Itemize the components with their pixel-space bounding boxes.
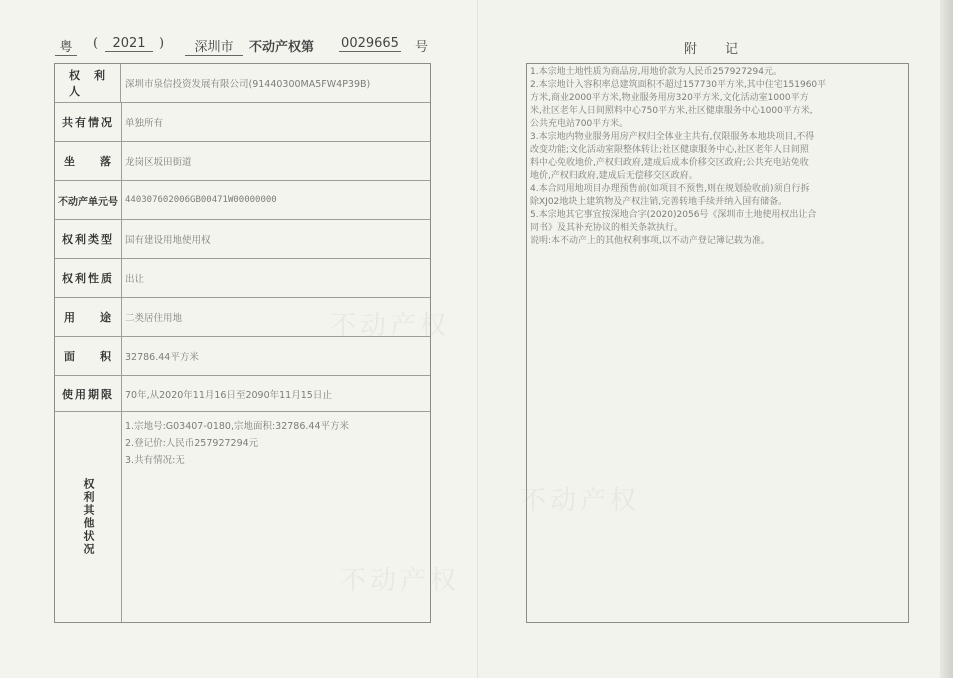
table-row	[55, 220, 430, 259]
page-spine	[477, 0, 479, 678]
row-value: 32786.44平方米	[125, 352, 199, 363]
row-value: 国有建设用地使用权	[125, 235, 211, 246]
table-row	[55, 259, 430, 298]
appendix-line: 方米,商业2000平方米,物业服务用房320平方米,文化活动室1000平方	[530, 93, 809, 103]
appendix-line: 除XJ02地块上建筑物及产权注销,完善转地手续并纳入国有储备。	[530, 197, 788, 207]
appendix-line: 说明:本不动产上的其他权利事项,以不动产登记簿记载为准。	[530, 236, 770, 246]
table-row	[55, 337, 430, 376]
province-code: 粤	[55, 36, 77, 56]
table-row	[55, 298, 430, 337]
row-value: 龙岗区坂田街道	[125, 157, 192, 168]
row-value: 单独所有	[125, 118, 164, 129]
table-row	[55, 376, 430, 412]
row-label: 权利人	[55, 64, 121, 102]
other-line: 1.宗地号:G03407-0180,宗地面积:32786.44平方米	[125, 421, 350, 432]
table-row	[55, 181, 430, 220]
watermark: 不动产权	[330, 311, 451, 341]
watermark: 不动产权	[340, 566, 461, 596]
row-label: 使用期限	[55, 376, 122, 411]
cert-number: 0029665	[339, 36, 401, 52]
row-value: 440307602006GB00471W00000000	[125, 195, 277, 205]
appendix-line: 4.本合同用地项目办理预售前(如项目不预售,则在规划验收前)须自行拆	[530, 184, 810, 194]
appendix-line: 改变功能;文化活动室限整体转让;社区健康服务中心,社区老年人日间照	[530, 145, 809, 155]
row-value: 二类居住用地	[125, 313, 183, 324]
appendix-line: 公共充电站700平方米。	[530, 119, 629, 129]
certificate-number-header	[55, 36, 435, 56]
appendix-line: 2.本宗地计入容积率总建筑面积不超过157730平方米,其中住宅151960平	[530, 80, 827, 90]
table-row-other	[55, 412, 430, 622]
other-line: 2.登记价:人民币257927294元	[125, 438, 259, 449]
paren-close: )	[159, 36, 165, 51]
appendix-text	[530, 66, 902, 248]
appendix-line: 5.本宗地其它事宜按深地合字(2020)2056号《深圳市土地使用权出让合	[530, 210, 817, 220]
other-line: 3.共有情况:无	[125, 455, 185, 466]
appendix-line: 1.本宗地土地性质为商品房,用地价款为人民币257927294元。	[530, 67, 782, 77]
table-row	[55, 103, 430, 142]
appendix-line: 米,社区老年人日间照料中心750平方米,社区健康服务中心1000平方米,	[530, 106, 813, 116]
cert-suffix: 号	[415, 40, 429, 55]
row-label: 坐 落	[55, 142, 122, 180]
row-label: 权利类型	[55, 220, 122, 258]
watermark: 不动产权	[520, 486, 641, 516]
row-label: 不动产单元号	[55, 181, 122, 219]
row-label: 面 积	[55, 337, 122, 375]
rights-table	[54, 63, 431, 623]
appendix-line: 3.本宗地内物业服务用房产权归全体业主共有,仅限服务本地块项目,不得	[530, 132, 815, 142]
other-label: 权利其他状况	[55, 412, 122, 622]
page-edge	[940, 0, 953, 678]
appendix-line: 地价,产权归政府,建成后无偿移交区政府。	[530, 171, 698, 181]
appendix-title: 附记	[684, 42, 767, 57]
cert-city: 深圳市	[185, 36, 243, 56]
table-row	[55, 64, 430, 103]
cert-title: 不动产权第	[249, 40, 315, 55]
paren-open: (	[93, 36, 99, 51]
table-row	[55, 142, 430, 181]
row-value: 出让	[125, 274, 145, 285]
other-status-text	[125, 418, 426, 469]
row-label: 用 途	[55, 298, 122, 336]
row-value: 深圳市泉信投资发展有限公司(91440300MA5FW4P39B)	[125, 79, 371, 90]
appendix-line: 料中心免收地价,产权归政府,建成后成本价移交区政府;公共充电站免收	[530, 158, 809, 168]
row-value: 70年,从2020年11月16日至2090年11月15日止	[125, 389, 332, 401]
appendix-line: 同书》及其补充协议的相关条款执行。	[530, 223, 684, 233]
row-label: 共有情况	[55, 103, 122, 141]
row-label: 权利性质	[55, 259, 122, 297]
cert-year: 2021	[105, 36, 153, 52]
